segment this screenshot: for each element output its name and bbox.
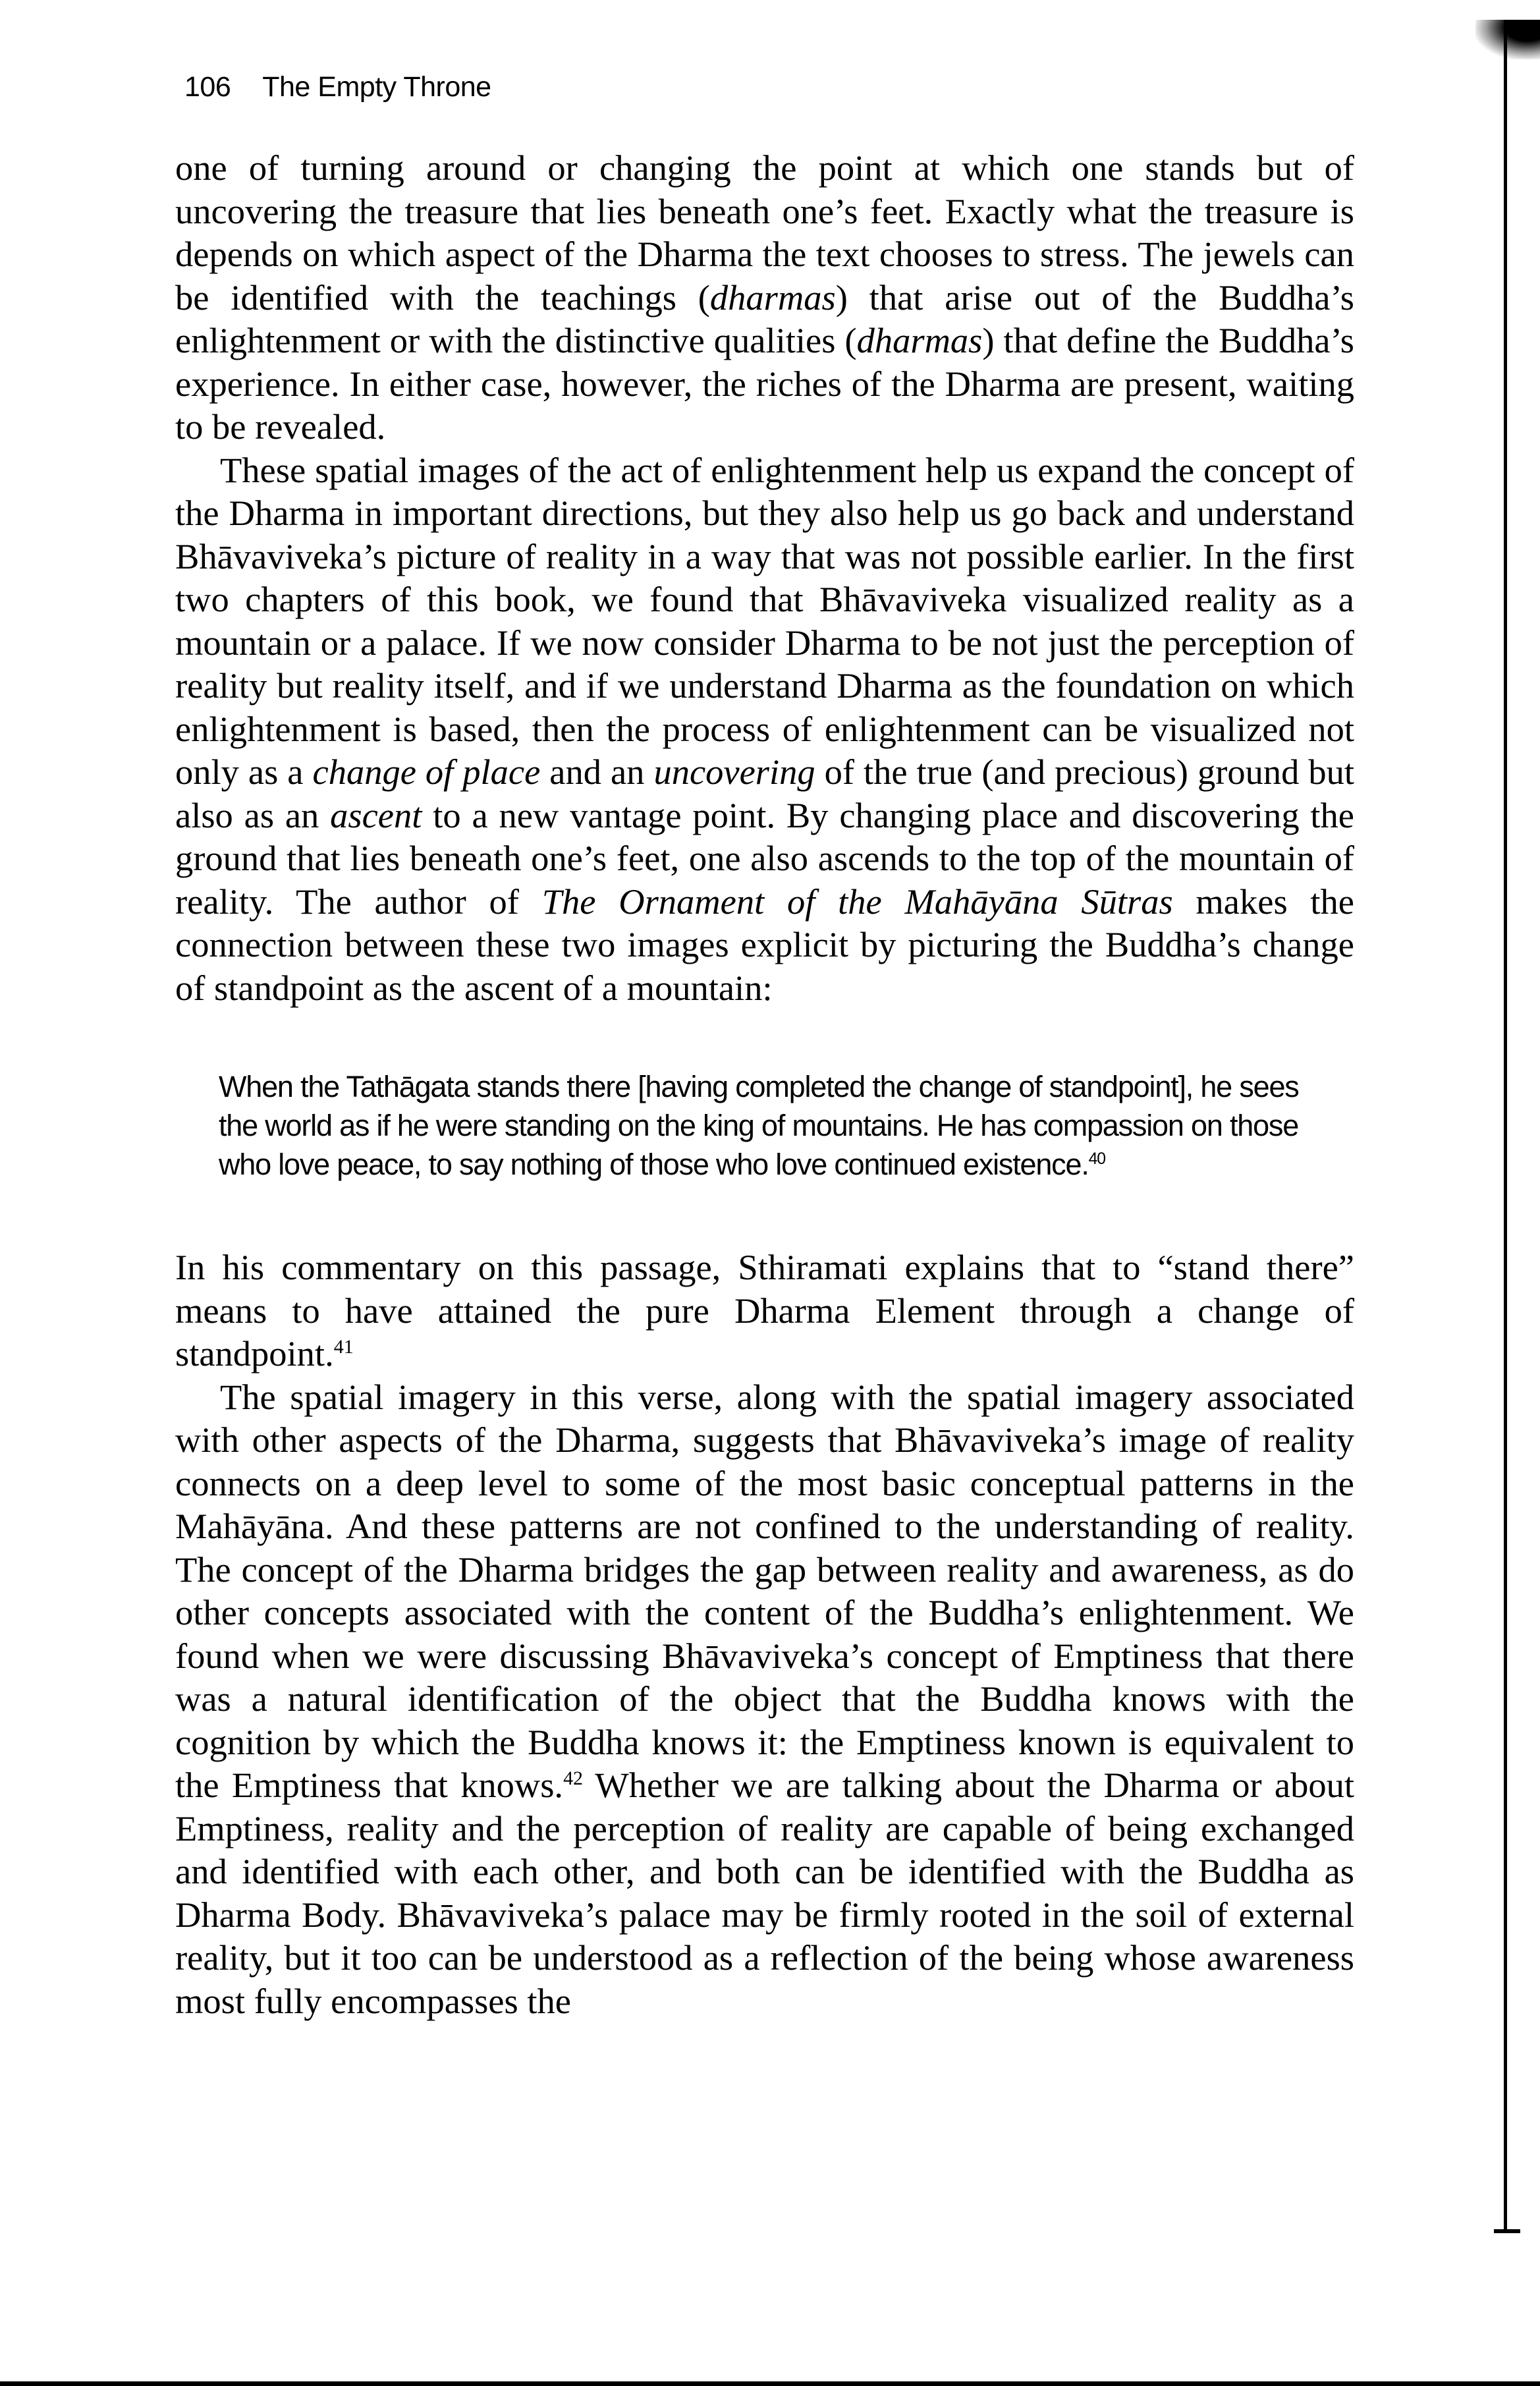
paragraph-2: [175, 449, 1354, 1010]
scan-edge-bar: [1504, 20, 1507, 2233]
page-number: 106: [184, 71, 231, 103]
text-run: makes the connection between these two images explicit by picturing the Buddha’s change of standpoint as the ascent of a mountain:: [175, 881, 1354, 1008]
text-run: of the true (and precious) ground but also as an: [175, 752, 1354, 835]
footnote-ref-41[interactable]: 41: [333, 1335, 354, 1358]
running-title: The Empty Throne: [262, 71, 491, 103]
scan-bottom-rule: [0, 2381, 1540, 2386]
text-run: one of turning around or changing the point at which one stands but of uncovering the treasure that lies beneath one’s feet. Exactly what the treasure is depends on which aspect of the Dharma the text chooses to stress. The jewels can be identified with the teachings (: [175, 148, 1354, 318]
text-run: Whether we are talking about the Dharma or about Emptiness, reality and the perception of reality are capable of being exchanged and identified with each other, and both can be identified with the Buddha as Dharma Body. Bhāvaviveka’s palace may be firmly rooted in the soil of external reality, but it too can be understood as a reflection of the being whose awareness most fully encompasses the: [175, 1765, 1354, 2021]
text-run: and an: [540, 752, 654, 792]
paragraph-4: [175, 1375, 1354, 2023]
paragraph-1: [175, 146, 1354, 449]
footnote-ref-42[interactable]: 42: [563, 1767, 584, 1789]
block-quote: [219, 1067, 1306, 1184]
text-run: ) that define the Buddha’s experience. In either case, however, the riches of the Dharma are present, waiting to be revealed.: [175, 320, 1354, 447]
text-run: The spatial imagery in this verse, along with the spatial imagery associated with other aspects of the Dharma, suggests that Bhāvaviveka’s image of reality connects on a deep level to some of the most basic conceptual patterns in the Mahāyāna. And these patterns are not confined to the understanding of reality. The concept of the Dharma bridges the gap between reality and awareness, as do other concepts associated with the content of the Buddha’s enlightenment. We found when we were discussing Bhāvaviveka’s concept of Emptiness that there was a natural identification of the object that the Buddha knows with the cognition by which the Buddha knows it: the Emptiness known is equivalent to the Emptiness that knows.: [175, 1376, 1354, 1805]
text-run: to a new vantage point. By changing place and discovering the ground that lies beneath one’s feet, one also ascends to the top of the mountain of reality. The author of: [175, 794, 1354, 922]
body-text: [175, 146, 1354, 2022]
italic-term: uncovering: [653, 752, 815, 792]
italic-term: change of place: [312, 752, 541, 792]
scan-edge-smudge: [1475, 20, 1540, 59]
text-run: In his commentary on this passage, Sthiramati explains that to “stand there” means to have attained the pure Dharma Element through a change of standpoint.: [175, 1247, 1354, 1373]
quote-text: When the Tathāgata stands there [having completed the change of standpoint], he sees the world as if he were standing on the king of mountains. He has compassion on those who love peace, to say nothing of those who love continued existence.: [219, 1070, 1299, 1181]
italic-term: dharmas: [856, 320, 983, 360]
scan-edge-foot: [1494, 2229, 1520, 2233]
text-run: ) that arise out of the Buddha’s enlightenment or with the distinctive qualities (: [175, 277, 1354, 360]
paragraph-3: [175, 1246, 1354, 1375]
text-run: These spatial images of the act of enlightenment help us expand the concept of the Dharma in important directions, but they also help us go back and understand Bhāvaviveka’s picture of reality in a way that was not possible earlier. In the first two chapters of this book, we found that Bhāvaviveka visualized reality as a mountain or a palace. If we now consider Dharma to be not just the perception of reality but reality itself, and if we understand Dharma as the foundation on which enlightenment is based, then the process of enlightenment can be visualized not only as a: [175, 449, 1354, 792]
footnote-ref-40[interactable]: 40: [1088, 1150, 1105, 1168]
book-title: The Ornament of the Mahāyāna Sūtras: [541, 881, 1173, 922]
italic-term: ascent: [330, 794, 422, 835]
italic-term: dharmas: [709, 277, 836, 318]
running-head: [184, 71, 491, 103]
